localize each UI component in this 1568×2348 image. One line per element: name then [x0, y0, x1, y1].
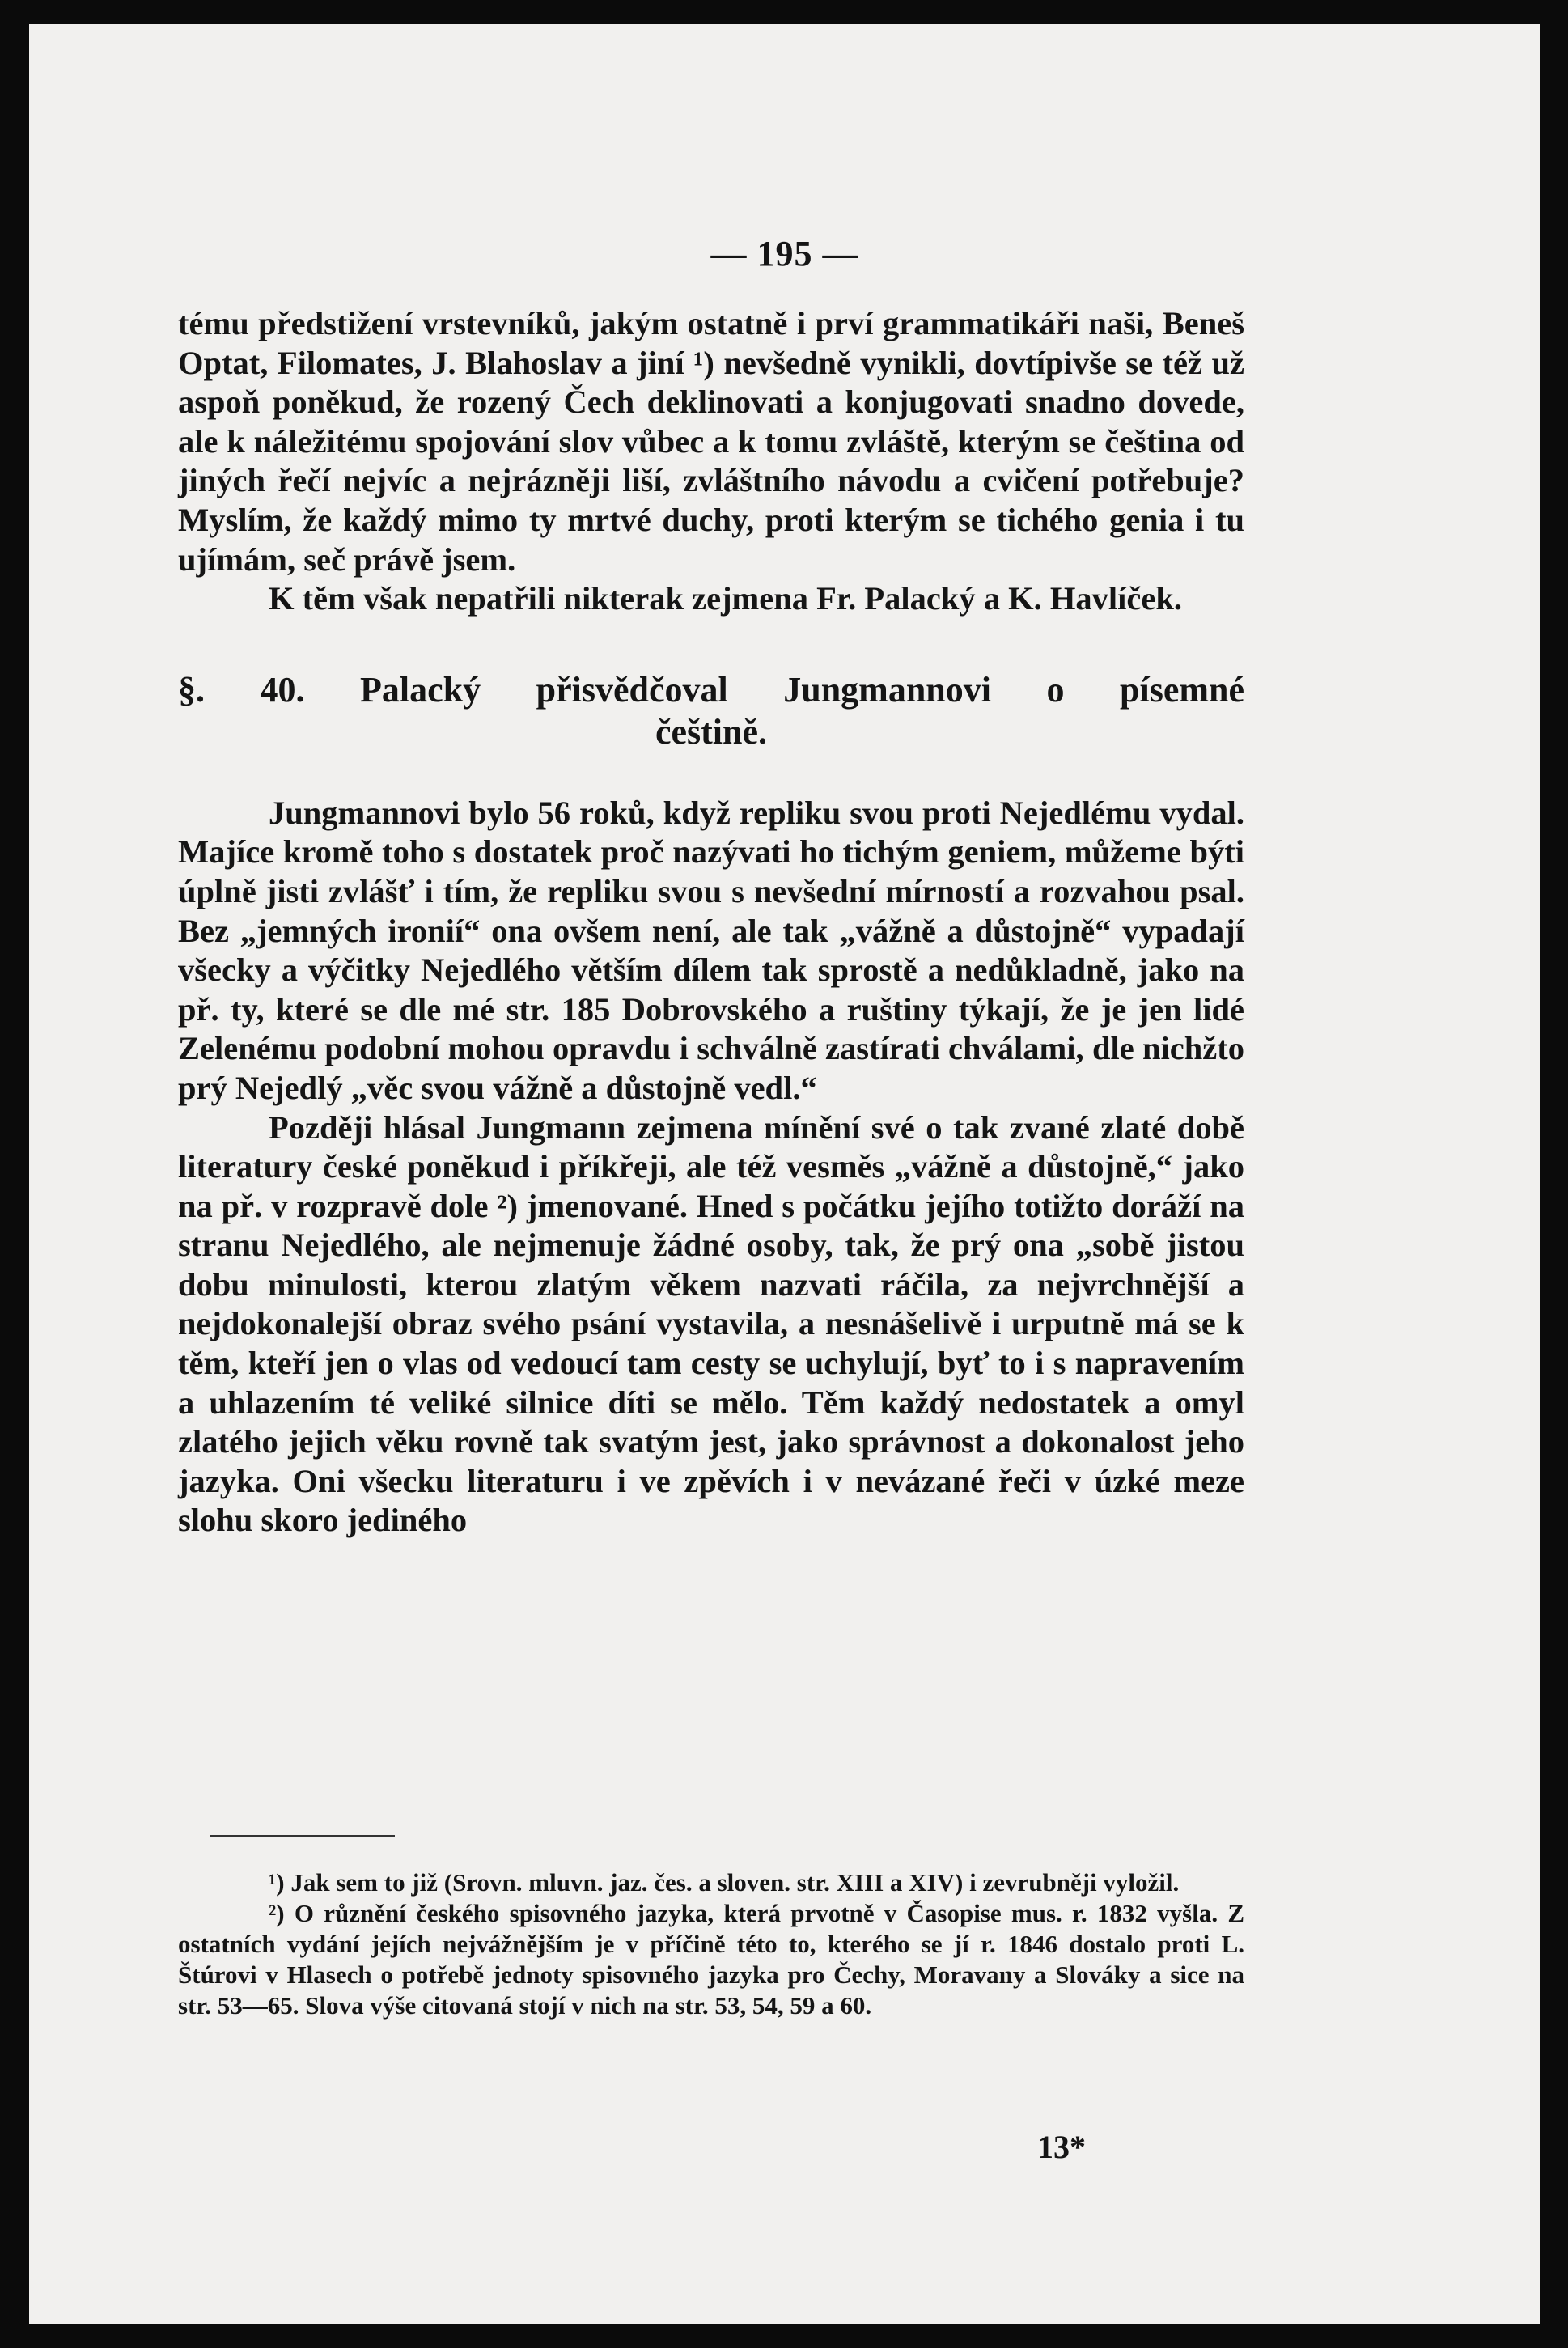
main-text: [178, 304, 1244, 1541]
book-page: [29, 24, 1540, 2324]
footnotes: [178, 1867, 1244, 2021]
paragraph-jungmann-reply: Jungmannovi bylo 56 roků, když repliku svou proti Nejedlému vydal. Majíce kromě toho s dostatek proč nazývati ho tichým geniem, můžeme býti úplně jisti zvlášť i tím, že repliku svou s nevšední mírností a rozvahou psal. Bez „jemných ironií“ ona ovšem není, ale tak „vážně a důstojně“ vypadají všecky a výčitky Nejedlého větším dílem tak sprostě a nedůkladně, jako na př. ty, které se dle mé str. 185 Dobrovského a ruštiny týkají, že je jen lidé Zelenému podobní mohou opravdu i schválně zastírati chválami, dle nichžto prý Nejedlý „věc svou vážně a důstojně vedl.“: [178, 794, 1244, 1106]
paragraph-palacky-havlicek: K těm však nepatřili nikterak zejmena Fr. Palacký a K. Havlíček.: [269, 580, 1183, 617]
footnote-1: ¹) Jak sem to již (Srovn. mluvn. jaz. čes. a sloven. str. XIII a XIV) i zevrubněji vyložil.: [269, 1868, 1180, 1897]
page-number: — 195 —: [710, 234, 859, 273]
section-heading-line2: češtině.: [655, 711, 768, 752]
signature-mark: 13*: [1037, 2129, 1086, 2165]
paragraph-continuation: tému předstižení vrstevníků, jakým ostatně i prví grammatikáři naši, Beneš Optat, Filomates, J. Blahoslav a jiní ¹) nevšedně vynikli, dovtípivše se též už aspoň poněkud, že rozený Čech deklinovati a konjugovati snadno dovede, ale k náležitému spojování slov vůbec a k tomu zvláště, kterým se čeština od jiných řečí nejvíc a nejrázněji liší, zvláštního návodu a cvičení potřebuje? Myslím, že každý mimo ty mrtvé duchy, proti kterým se tichého genia i tu ujímám, seč právě jsem.: [178, 305, 1244, 578]
section-heading-line1: §. 40. Palacký přisvědčoval Jungmannovi o písemné: [178, 669, 1244, 710]
footnote-2: ²) O různění českého spisovného jazyka, která prvotně v Časopise mus. r. 1832 vyšla. Z ostatních vydání jejích nejvážnějším je v příčině této to, kterého se jí r. 1846 dostalo proti L. Štúrovi v Hlasech o potřebě jednoty spisovného jazyka pro Čechy, Moravany a Slováky a sice na str. 53—65. Slova výše citovaná stojí v nich na str. 53, 54, 59 a 60.: [178, 1899, 1244, 2020]
section-heading: [178, 669, 1244, 753]
footnote-divider: [210, 1835, 395, 1837]
paragraph-golden-age: Později hlásal Jungmann zejmena mínění své o tak zvané zlaté době literatury české poněkud i příkřeji, ale též vesměs „vážně a důstojně,“ jako na př. v rozpravě dole ²) jmenované. Hned s počátku jejího totižto doráží na stranu Nejedlého, ale nejmenuje žádné osoby, tak, že prý ona „sobě jistou dobu minulosti, kterou zlatým věkem nazvati ráčila, za nejvrchnější a nejdokonalejší obraz svého psání vystavila, a nesnášelivě i urputně má se k těm, kteří jen o vlas od vedoucí tam cesty se uchylují, byť to i s napravením a uhlazením té veliké silnice díti se mělo. Těm každý nedostatek a omyl zlatého jejich věku rovně tak svatým jest, jako správnost a dokonalost jeho jazyka. Oni všecku literaturu i ve zpěvích i v nevázané řeči v úzké meze slohu skoro jediného: [178, 1108, 1244, 1539]
